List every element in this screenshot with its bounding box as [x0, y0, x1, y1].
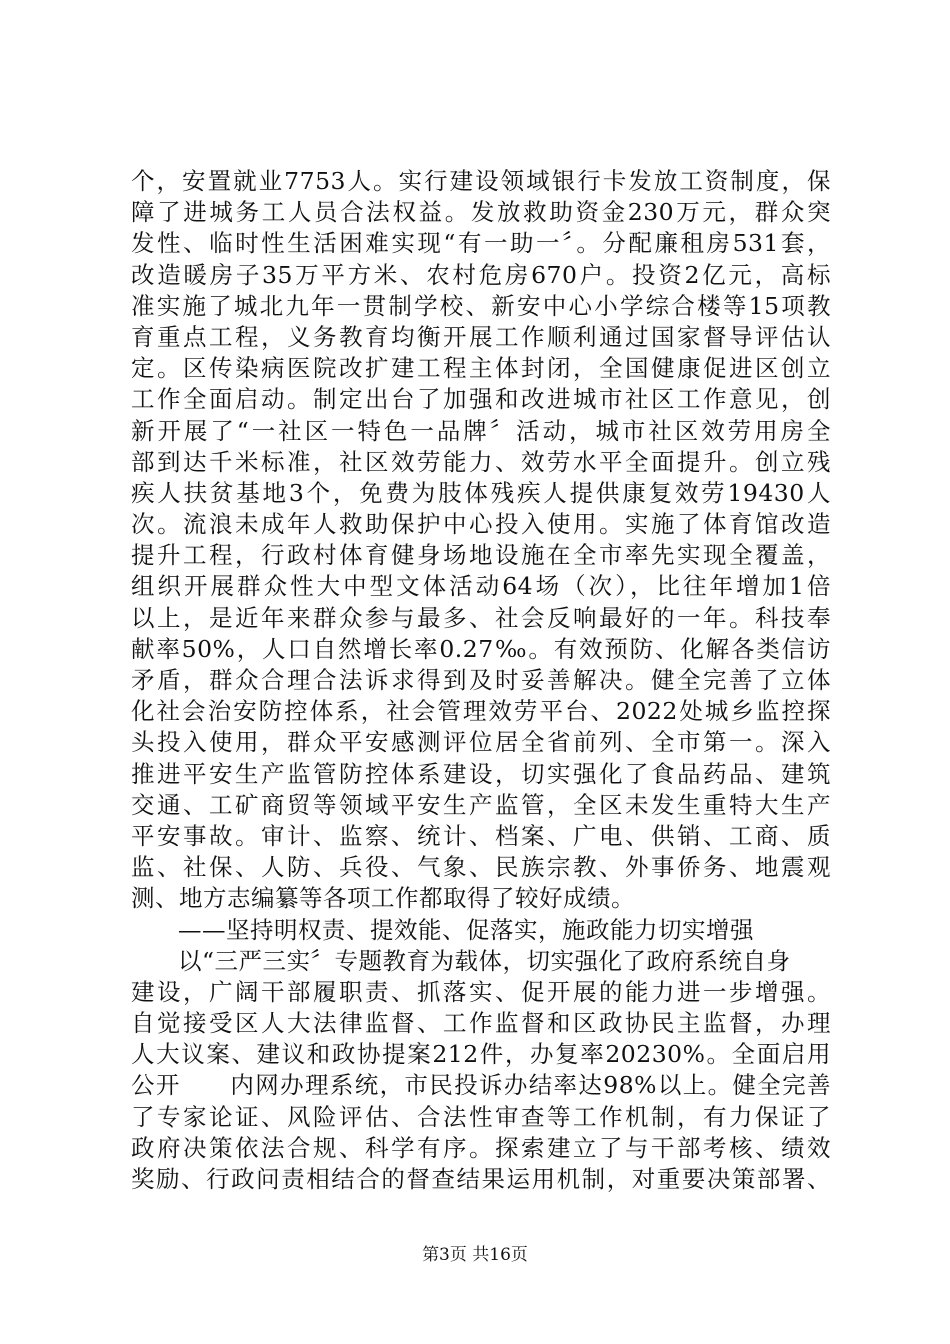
text-line: 交通、工矿商贸等领域平安生产监管，全区未发生重特大生产: [131, 790, 831, 819]
text-line: 准实施了城北九年一贯制学校、新安中心小学综合楼等15项教: [131, 291, 831, 320]
text-line: 个，安置就业7753人。实行建设领域银行卡发放工资制度，保: [131, 167, 831, 195]
text-line: 疾人扶贫基地3个，免费为肢体残疾人提供康复效劳19430人: [131, 478, 831, 507]
text-line: 奖励、行政问责相结合的督查结果运用机制，对重要决策部署、: [131, 1165, 831, 1193]
page-footer: 第3页 共16页: [422, 1245, 528, 1265]
text-line: 化社会治安防控体系，社会管理效劳平台、2022处城乡监控探: [131, 697, 831, 726]
text-line: 自觉接受区人大法律监督、工作监督和区政协民主监督，办理: [131, 1009, 831, 1038]
text-line: 组织开展群众性大中型文体活动64场（次），比往年增加1倍: [131, 572, 831, 601]
text-line: 测、地方志编纂等各项工作都取得了较好成绩。: [131, 884, 635, 913]
text-line: 次。流浪未成年人救助保护中心投入使用。实施了体育馆改造: [131, 510, 831, 539]
text-line: 定。区传染病医院改扩建工程主体封闭，全国健康促进区创立: [131, 354, 831, 383]
text-line: 新开展了“一社区一特色一品牌〞活动，城市社区效劳用房全: [131, 416, 831, 445]
text-line: 政府决策依法合规、科学有序。探索建立了与干部考核、绩效: [131, 1133, 831, 1162]
text-line: 障了进城务工人员合法权益。发放救助资金230万元，群众突: [131, 198, 831, 227]
text-line: 发性、临时性生活困难实现“有一助一〞。分配廉租房531套，: [131, 229, 831, 258]
text-line: 头投入使用，群众平安感测评位居全省前列、全市第一。深入: [131, 728, 831, 757]
text-line: 提升工程，行政村体育健身场地设施在全市率先实现全覆盖，: [131, 541, 831, 570]
text-line: 育重点工程，义务教育均衡开展工作顺利通过国家督导评估认: [131, 322, 831, 351]
text-line: 平安事故。审计、监察、统计、档案、广电、供销、工商、质: [131, 821, 831, 850]
text-line: 工作全面启动。制定出台了加强和改进城市社区工作意见，创: [131, 385, 831, 414]
body-text: [131, 166, 831, 1195]
text-line: 人大议案、建议和政协提案212件，办复率20230%。全面启用: [131, 1040, 831, 1069]
text-line: 监、社保、人防、兵役、气象、民族宗教、外事侨务、地震观: [131, 853, 831, 882]
text-line: 建设，广阔干部履职责、抓落实、促开展的能力进一步增强。: [131, 977, 831, 1006]
text-line: 部到达千米标准，社区效劳能力、效劳水平全面提升。创立残: [131, 447, 831, 476]
section-heading: ——坚持明权责、提效能、促落实，施政能力切实增强: [178, 915, 754, 944]
text-line: 公开 内网办理系统，市民投诉办结率达98%以上。健全完善: [131, 1071, 831, 1100]
text-line: 以“三严三实〞专题教育为载体，切实强化了政府系统自身: [178, 946, 791, 975]
text-line: 了专家论证、风险评估、合法性审查等工作机制，有力保证了: [131, 1102, 831, 1131]
text-line: 献率50%，人口自然增长率0.27‰。有效预防、化解各类信访: [131, 634, 831, 663]
text-line: 以上，是近年来群众参与最多、社会反响最好的一年。科技奉: [131, 603, 831, 632]
text-line: 推进平安生产监管防控体系建设，切实强化了食品药品、建筑: [131, 759, 831, 788]
text-line: 矛盾，群众合理合法诉求得到及时妥善解决。健全完善了立体: [131, 666, 831, 694]
text-line: 改造暖房子35万平方米、农村危房670户。投资2亿元，高标: [131, 260, 831, 289]
